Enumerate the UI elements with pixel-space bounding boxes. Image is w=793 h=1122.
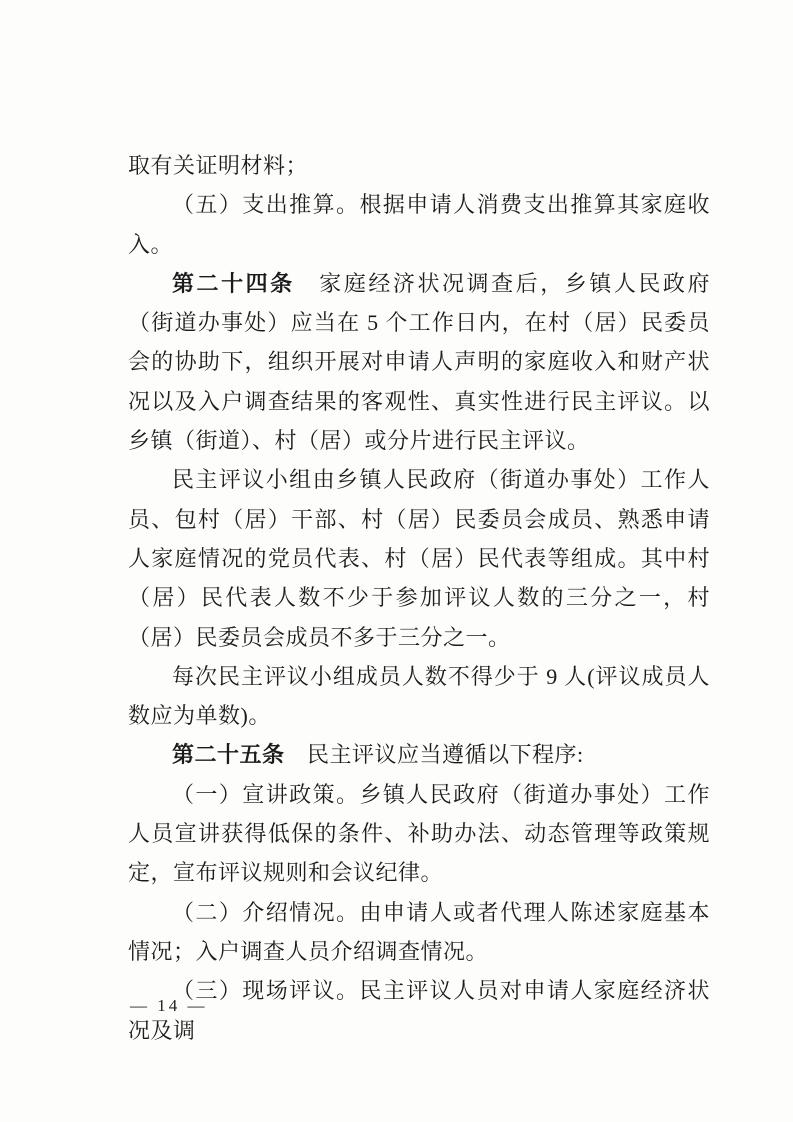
paragraph-article-24 <box>128 264 710 460</box>
paragraph-item-5 <box>128 185 710 264</box>
paragraph-text: 民主评议应当遵循以下程序: <box>284 742 584 768</box>
page-number: — 14 — <box>130 996 208 1015</box>
paragraph-article-25 <box>128 735 710 774</box>
paragraph-text: （一）宣讲政策。乡镇人民政府（街道办事处）工作人员宣讲获得低保的条件、补助办法、动态管理等政策规定，宣布评议规则和会议纪律。 <box>128 781 710 886</box>
paragraph-text: （五）支出推算。根据申请人消费支出推算其家庭收入。 <box>128 192 710 257</box>
paragraph-text: （三）现场评议。民主评议人员对申请人家庭经济状况及调 <box>128 978 710 1043</box>
paragraph-review-group <box>128 460 710 656</box>
paragraph-text: 民主评议小组由乡镇人民政府（街道办事处）工作人员、包村（居）干部、村（居）民委员会成员、熟悉申请人家庭情况的党员代表、村（居）民代表等组成。其中村（居）民代表人数不少于参加评议人数的三分之一，村（居）民委员会成员不多于三分之一。 <box>128 467 710 650</box>
paragraph-text: （二）介绍情况。由申请人或者代理人陈述家庭基本情况；入户调查人员介绍调查情况。 <box>128 899 710 964</box>
paragraph-step-1 <box>128 775 710 893</box>
paragraph-text: 取有关证明材料； <box>128 153 309 178</box>
paragraph-member-count <box>128 657 710 736</box>
article-24-label: 第二十四条 <box>172 270 295 296</box>
page-body-text <box>128 146 710 1050</box>
paragraph-step-2 <box>128 893 710 972</box>
paragraph-text: 每次民主评议小组成员人数不得少于 9 人(评议成员人数应为单数)。 <box>128 663 710 729</box>
paragraph-text: 家庭经济状况调查后，乡镇人民政府（街道办事处）应当在 5 个工作日内，在村（居）民委员会的协助下，组织开展对申请人声明的家庭收入和财产状况以及入户调查结果的客观性、真实性进行民主评议。以乡镇（街道）、村（居）或分片进行民主评议。 <box>128 270 710 454</box>
paragraph-step-3 <box>128 971 710 1050</box>
paragraph-continuation <box>128 146 710 185</box>
article-25-label: 第二十五条 <box>172 742 285 768</box>
